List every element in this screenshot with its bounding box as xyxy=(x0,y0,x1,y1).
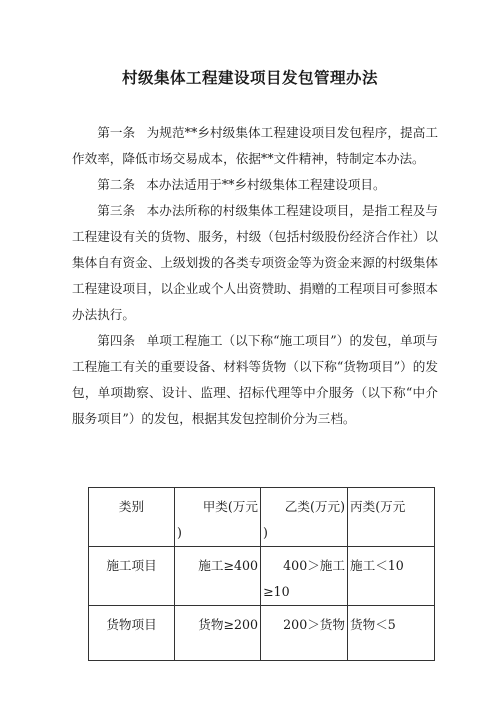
article-3-text: 本办法所称的村级集体工程建设项目，是指工程及与工程建设有关的货物、服务，村级（包括村级股份经济合作社）以集体自有资金、上级划拨的各类专项资金等为资金来源的村级集体工程建设项目，以企业或个人出资赞助、捐赠的工程项目可参照本办法执行。 xyxy=(72,203,439,322)
header-class-b: 乙类(万元) ) xyxy=(261,488,348,547)
row-class-c: 货物＜5 xyxy=(348,606,435,661)
row-class-a: 货物≥200 xyxy=(175,606,261,661)
article-4-label: 第四条 xyxy=(97,333,136,348)
table-header-row xyxy=(89,488,435,547)
article-3 xyxy=(72,198,438,328)
table-row xyxy=(89,547,435,606)
header-class-c: 丙类(万元 xyxy=(348,488,435,547)
document-title: 村级集体工程建设项目发包管理办法 xyxy=(121,69,378,87)
article-4-text: 单项工程施工（以下称“施工项目”）的发包，单项与工程施工有关的重要设备、材料等货物（以下称“货物项目”）的发包，单项勘察、设计、监理、招标代理等中介服务（以下称“中介服务项目”）的发包，根据其发包控制价分为三档。 xyxy=(72,333,438,426)
contract-class-table xyxy=(88,487,435,661)
row-class-b: 200＞货物 xyxy=(261,606,348,661)
article-3-label: 第三条 xyxy=(97,203,136,218)
article-4 xyxy=(72,328,438,432)
article-1-text: 为规范**乡村级集体工程建设项目发包程序，提高工作效率，降低市场交易成本，依据**文件精神，特制定本办法。 xyxy=(72,125,439,166)
article-1-label: 第一条 xyxy=(97,125,136,140)
header-category: 类别 xyxy=(89,488,175,547)
row-class-c: 施工＜10 xyxy=(348,547,435,606)
article-1 xyxy=(72,120,438,172)
row-class-b: 400＞施工 ≥10 xyxy=(261,547,348,606)
document-body xyxy=(72,120,438,432)
header-class-a: 甲类(万元 ) xyxy=(175,488,261,547)
row-category: 货物项目 xyxy=(89,606,175,661)
table-row xyxy=(89,606,435,661)
article-2 xyxy=(72,172,438,198)
row-class-a: 施工≥400 xyxy=(175,547,261,606)
article-2-label: 第二条 xyxy=(97,177,135,192)
row-category: 施工项目 xyxy=(89,547,175,606)
article-2-text: 本办法适用于**乡村级集体工程建设项目。 xyxy=(146,177,386,192)
